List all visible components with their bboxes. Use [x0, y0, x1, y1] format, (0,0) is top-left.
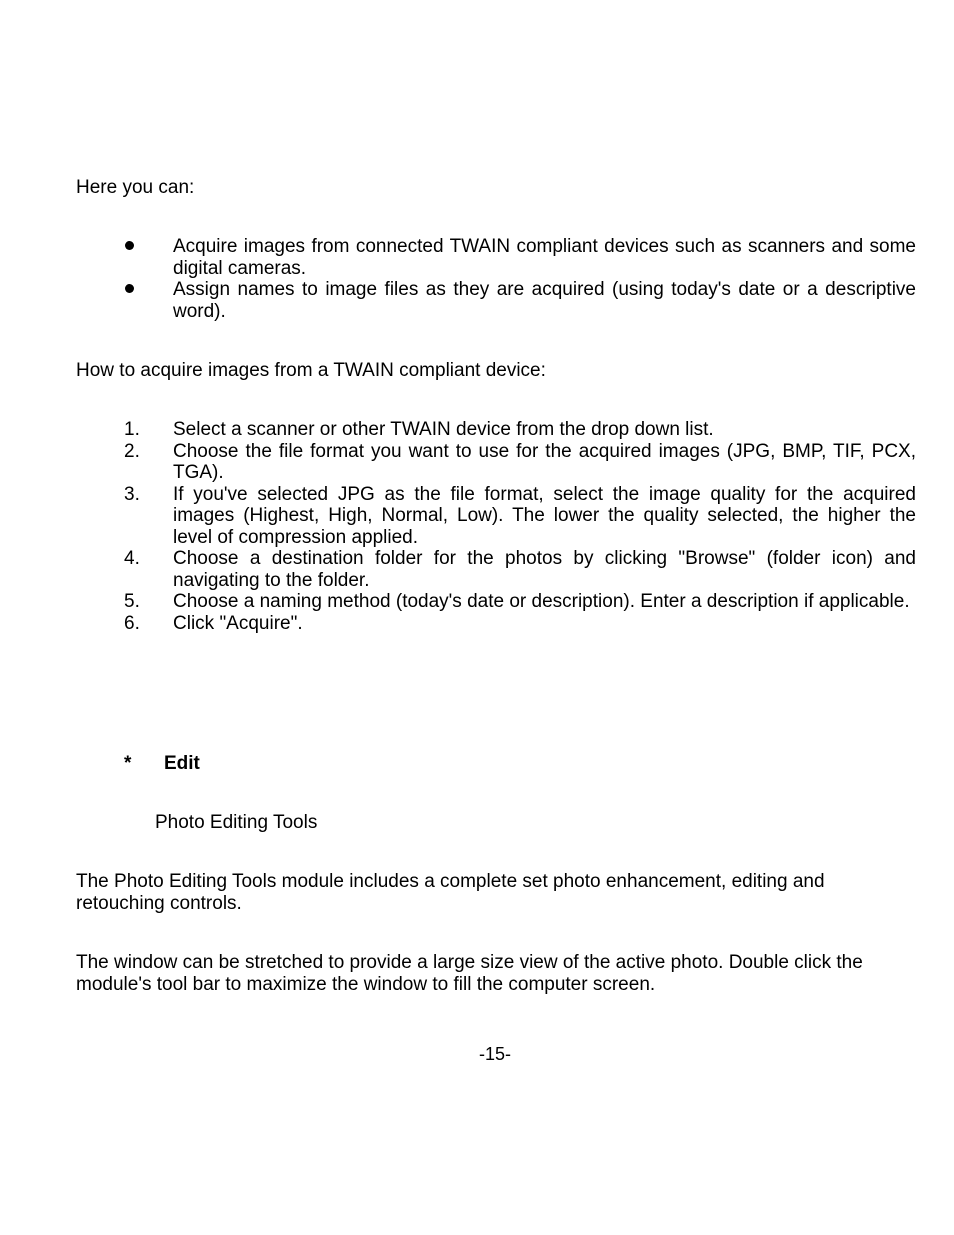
bullet-dot-icon	[125, 241, 134, 250]
step-item	[76, 484, 916, 549]
intro-text: Here you can:	[76, 177, 195, 198]
step-text: If you've selected JPG as the file format, select the image quality for the acquired images (Highest, High, Normal, Low). The lower the quality selected, the higher the level of compression applied.	[173, 483, 916, 548]
step-number: 1.	[124, 419, 140, 440]
step-item	[76, 441, 916, 484]
step-text: Choose the file format you want to use for the acquired images (JPG, BMP, TIF, PCX, TGA).	[173, 440, 916, 483]
section-title: Edit	[164, 753, 200, 774]
body-paragraph: The Photo Editing Tools module includes a complete set photo enhancement, editing and retouching controls.	[76, 871, 825, 914]
step-text: Choose a naming method (today's date or description). Enter a description if applicable.	[173, 591, 910, 612]
step-item	[76, 613, 916, 635]
step-text: Click "Acquire".	[173, 612, 303, 634]
feature-bullet-list	[76, 236, 916, 322]
step-number: 6.	[124, 612, 140, 634]
bullet-text: Acquire images from connected TWAIN compliant devices such as scanners and some digital cameras.	[173, 236, 916, 279]
section-subtitle: Photo Editing Tools	[155, 812, 318, 833]
step-number: 3.	[124, 483, 140, 505]
page-number: -15-	[478, 1044, 511, 1064]
bullet-dot-icon	[125, 284, 134, 293]
section-marker: *	[124, 753, 132, 774]
step-number: 2.	[124, 440, 140, 462]
bullet-item	[76, 236, 916, 279]
step-item	[76, 419, 916, 441]
step-item	[76, 548, 916, 591]
acquire-steps-list	[76, 419, 916, 634]
step-number: 5.	[124, 591, 140, 612]
step-number: 4.	[124, 548, 140, 569]
bullet-item	[76, 279, 916, 322]
body-paragraph: The window can be stretched to provide a large size view of the active photo. Double click the module's tool bar to maximize the window to fill the computer screen.	[76, 952, 863, 995]
step-item	[76, 591, 916, 613]
step-text: Select a scanner or other TWAIN device from the drop down list.	[173, 419, 714, 440]
bullet-text: Assign names to image files as they are acquired (using today's date or a descriptive word).	[173, 279, 916, 322]
step-text: Choose a destination folder for the photos by clicking "Browse" (folder icon) and navigating to the folder.	[173, 548, 916, 591]
howto-heading: How to acquire images from a TWAIN compliant device:	[76, 360, 546, 381]
